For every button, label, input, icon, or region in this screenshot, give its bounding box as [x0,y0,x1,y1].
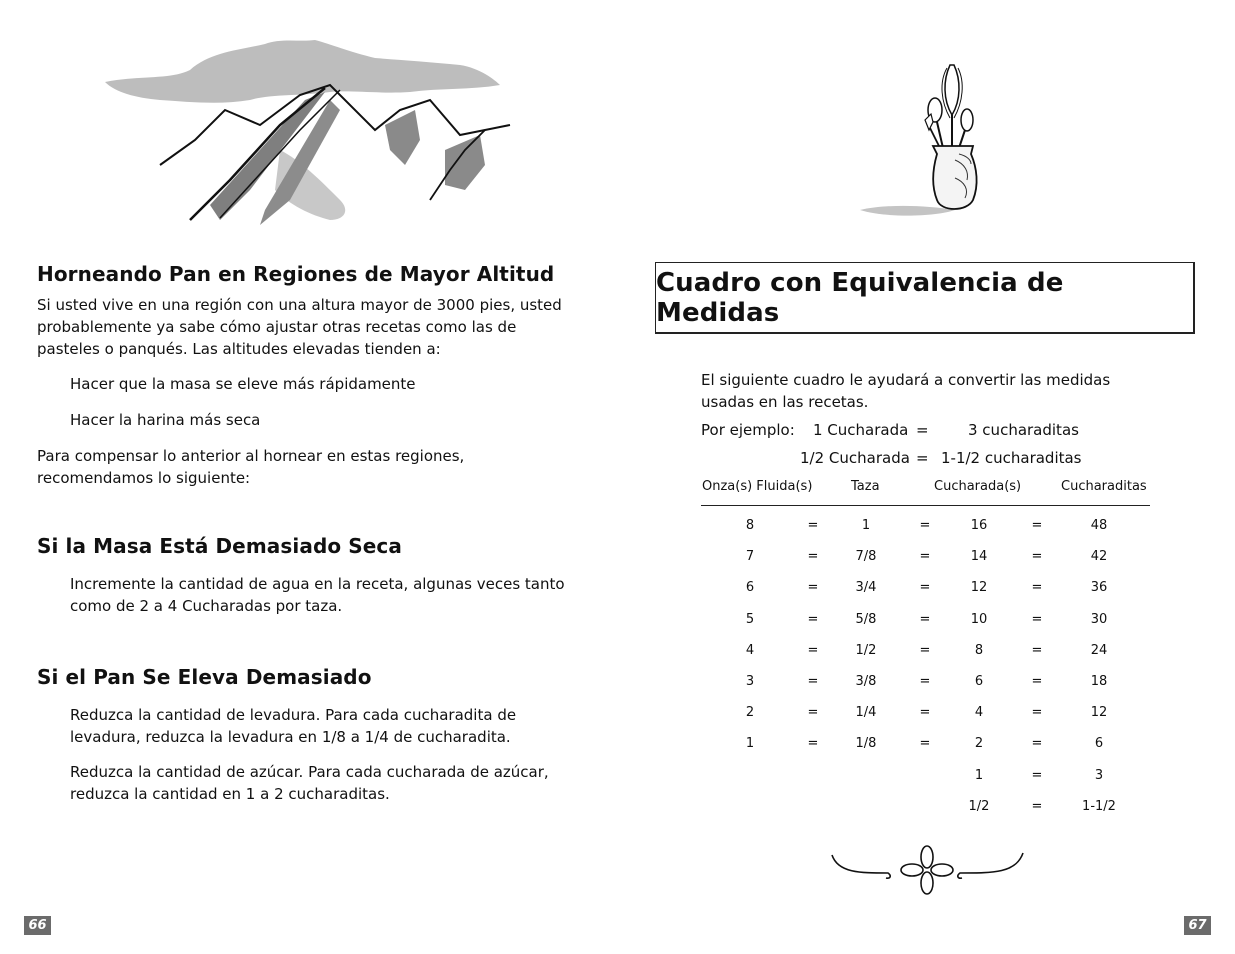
table-header-cups: Taza [851,479,880,494]
table-cell: 30 [1090,611,1108,627]
table-equals-sign: = [919,642,931,658]
chart-title-box [655,262,1195,334]
table-cell: 6 [1094,736,1104,752]
table-equals-sign: = [807,611,819,627]
table-cell: 8 [974,642,984,658]
example-2-right: 1-1/2 cucharaditas [941,449,1082,467]
table-cell: 7 [745,549,755,565]
table-cell: 1 [861,518,871,533]
table-equals-sign: = [807,736,819,752]
chart-title: Cuadro con Equivalencia de Medidas [656,267,1064,328]
table-cell: 3/4 [855,580,877,596]
table-header-fluid-ounces: Onza(s) Fluida(s) [702,479,813,494]
compensate-paragraph: Para compensar lo anterior al hornear en estas regiones, recomendamos lo siguiente: [37,447,465,487]
table-cell: 36 [1090,580,1108,596]
example-label: Por ejemplo: [701,421,795,439]
mountains-illustration [100,30,520,230]
table-equals-sign: = [919,518,931,533]
table-cell: 24 [1090,642,1108,658]
table-cell: 12 [970,580,988,596]
table-equals-sign: = [919,580,931,596]
flourish-ornament [830,843,1025,898]
table-equals-sign: = [1031,549,1043,565]
table-cell: 18 [1090,674,1108,689]
table-cell: 14 [970,549,988,565]
table-cell: 3 [1094,767,1104,783]
over-rise-text-yeast: Reduzca la cantidad de levadura. Para cada cucharadita de levadura, reduzca la levadura en 1/8 a 1/4 de cucharadita. [70,706,517,746]
example-1-equals: = [916,421,929,439]
bullet-item: Hacer la harina más seca [70,411,261,429]
over-rise-text-sugar: Reduzca la cantidad de azúcar. Para cada cucharada de azúcar, reduzca la cantidad en 1 a 2 cucharaditas. [70,763,549,803]
table-cell: 1/2 [855,642,877,658]
over-rise-heading: Si el Pan Se Eleva Demasiado [37,665,372,689]
table-cell: 1/2 [968,798,990,814]
table-equals-sign: = [1031,518,1043,533]
table-cell: 6 [974,674,984,689]
table-equals-sign: = [1031,611,1043,627]
example-1-right: 3 cucharaditas [968,421,1079,439]
table-cell: 42 [1090,549,1108,565]
table-equals-sign: = [1031,705,1043,721]
chart-intro-paragraph: El siguiente cuadro le ayudará a convertir las medidas usadas en las recetas. [701,371,1111,411]
table-equals-sign: = [919,705,931,721]
table-equals-sign: = [807,549,819,565]
table-equals-sign: = [807,580,819,596]
table-equals-sign: = [1031,580,1043,596]
table-header-teaspoons: Cucharaditas [1061,479,1147,494]
example-2-equals: = [916,449,929,467]
table-equals-sign: = [1031,798,1043,814]
table-cell: 3 [745,674,755,689]
bullet-item: Hacer que la masa se eleve más rápidamente [70,375,416,393]
table-header-rule [701,505,1150,506]
table-equals-sign: = [919,736,931,752]
utensil-vase-illustration [855,60,985,220]
table-cell: 2 [745,705,755,721]
table-equals-sign: = [1031,642,1043,658]
table-equals-sign: = [1031,767,1043,783]
table-cell: 1 [974,767,984,783]
table-equals-sign: = [1031,674,1043,689]
section-title-altitude: Horneando Pan en Regiones de Mayor Altitud [37,262,555,286]
example-1-left: 1 Cucharada [813,421,909,439]
page-number-left: 66 [24,916,51,935]
table-cell: 8 [745,518,755,533]
dry-dough-text: Incremente la cantidad de agua en la receta, algunas veces tanto como de 2 a 4 Cucharadas por taza. [70,575,565,615]
table-cell: 7/8 [855,549,877,565]
table-equals-sign: = [1031,736,1043,752]
table-cell: 4 [974,705,984,721]
table-cell: 1/4 [855,705,877,721]
dry-dough-heading: Si la Masa Está Demasiado Seca [37,534,402,558]
table-cell: 16 [970,518,988,533]
table-equals-sign: = [807,642,819,658]
table-equals-sign: = [807,518,819,533]
table-cell: 2 [974,736,984,752]
table-cell: 1 [745,736,755,752]
table-equals-sign: = [919,549,931,565]
table-equals-sign: = [919,611,931,627]
table-cell: 6 [745,580,755,596]
table-cell: 48 [1090,518,1108,533]
table-cell: 1/8 [855,736,877,752]
table-cell: 3/8 [855,674,877,689]
table-header-tablespoons: Cucharada(s) [934,479,1022,494]
table-cell: 5 [745,611,755,627]
table-cell: 1-1/2 [1082,798,1116,814]
intro-paragraph: Si usted vive en una región con una altura mayor de 3000 pies, usted probablemente ya sabe cómo ajustar otras recetas como las de pasteles o panqués. Las altitudes elevadas tienden a: [37,296,562,358]
table-equals-sign: = [919,674,931,689]
example-2-left: 1/2 Cucharada [800,449,910,467]
table-cell: 4 [745,642,755,658]
table-equals-sign: = [807,705,819,721]
table-cell: 5/8 [855,611,877,627]
table-equals-sign: = [807,674,819,689]
table-cell: 12 [1090,705,1108,721]
page-number-right: 67 [1184,916,1211,935]
table-cell: 10 [970,611,988,627]
